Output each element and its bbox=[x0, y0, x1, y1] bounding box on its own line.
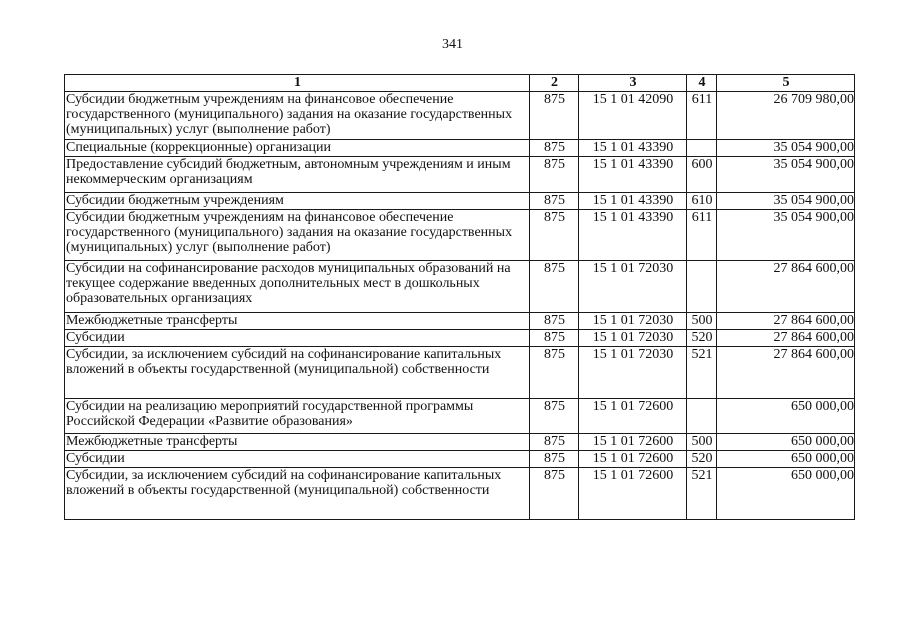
row-ministry-code: 875 bbox=[530, 157, 579, 193]
row-amount: 650 000,00 bbox=[717, 468, 855, 520]
row-target-code: 15 1 01 43390 bbox=[579, 140, 687, 157]
row-target-code: 15 1 01 43390 bbox=[579, 193, 687, 210]
row-target-code: 15 1 01 43390 bbox=[579, 157, 687, 193]
header-col-2: 2 bbox=[530, 75, 579, 92]
row-amount: 650 000,00 bbox=[717, 451, 855, 468]
row-expense-type: 521 bbox=[687, 468, 717, 520]
header-col-4: 4 bbox=[687, 75, 717, 92]
row-ministry-code: 875 bbox=[530, 92, 579, 140]
table-row bbox=[65, 451, 855, 468]
table-row bbox=[65, 210, 855, 261]
row-name: Межбюджетные трансферты bbox=[65, 313, 530, 330]
row-target-code: 15 1 01 72030 bbox=[579, 313, 687, 330]
row-ministry-code: 875 bbox=[530, 468, 579, 520]
row-name: Субсидии бюджетным учреждениям bbox=[65, 193, 530, 210]
row-target-code: 15 1 01 72030 bbox=[579, 261, 687, 313]
page-number: 341 bbox=[442, 37, 463, 52]
row-ministry-code: 875 bbox=[530, 330, 579, 347]
row-name: Субсидии bbox=[65, 330, 530, 347]
row-amount: 27 864 600,00 bbox=[717, 313, 855, 330]
row-target-code: 15 1 01 72600 bbox=[579, 434, 687, 451]
row-name: Субсидии бюджетным учреждениям на финансовое обеспечение государственного (муниципального) задания на оказание государственных (муниципальных) услуг (выполнение работ) bbox=[65, 210, 530, 261]
table-row bbox=[65, 261, 855, 313]
row-name: Субсидии, за исключением субсидий на софинансирование капитальных вложений в объекты государственной (муниципальной) собственности bbox=[65, 468, 530, 520]
row-amount: 27 864 600,00 bbox=[717, 347, 855, 399]
row-ministry-code: 875 bbox=[530, 399, 579, 434]
row-amount: 650 000,00 bbox=[717, 399, 855, 434]
table-body bbox=[65, 92, 855, 520]
table-row bbox=[65, 434, 855, 451]
table-row bbox=[65, 347, 855, 399]
table-row bbox=[65, 313, 855, 330]
row-ministry-code: 875 bbox=[530, 347, 579, 399]
table-row bbox=[65, 330, 855, 347]
header-row bbox=[65, 75, 855, 92]
row-name: Специальные (коррекционные) организации bbox=[65, 140, 530, 157]
row-amount: 27 864 600,00 bbox=[717, 330, 855, 347]
row-expense-type: 500 bbox=[687, 313, 717, 330]
table-row bbox=[65, 193, 855, 210]
row-name: Субсидии на софинансирование расходов муниципальных образований на текущее содержание введенных дополнительных мест в дошкольных образовательных организациях bbox=[65, 261, 530, 313]
row-expense-type: 611 bbox=[687, 92, 717, 140]
row-ministry-code: 875 bbox=[530, 210, 579, 261]
row-name: Межбюджетные трансферты bbox=[65, 434, 530, 451]
row-expense-type bbox=[687, 399, 717, 434]
row-amount: 35 054 900,00 bbox=[717, 157, 855, 193]
header-col-1: 1 bbox=[65, 75, 530, 92]
row-target-code: 15 1 01 72600 bbox=[579, 451, 687, 468]
row-expense-type bbox=[687, 261, 717, 313]
row-amount: 27 864 600,00 bbox=[717, 261, 855, 313]
row-expense-type: 611 bbox=[687, 210, 717, 261]
table-row bbox=[65, 140, 855, 157]
row-ministry-code: 875 bbox=[530, 261, 579, 313]
row-target-code: 15 1 01 72030 bbox=[579, 330, 687, 347]
header-col-5: 5 bbox=[717, 75, 855, 92]
row-target-code: 15 1 01 72600 bbox=[579, 399, 687, 434]
row-ministry-code: 875 bbox=[530, 140, 579, 157]
row-ministry-code: 875 bbox=[530, 451, 579, 468]
row-amount: 26 709 980,00 bbox=[717, 92, 855, 140]
row-name: Субсидии, за исключением субсидий на софинансирование капитальных вложений в объекты государственной (муниципальной) собственности bbox=[65, 347, 530, 399]
row-name: Субсидии бюджетным учреждениям на финансовое обеспечение государственного (муниципального) задания на оказание государственных (муниципальных) услуг (выполнение работ) bbox=[65, 92, 530, 140]
row-name: Предоставление субсидий бюджетным, автономным учреждениям и иным некоммерческим организациям bbox=[65, 157, 530, 193]
row-target-code: 15 1 01 72030 bbox=[579, 347, 687, 399]
row-target-code: 15 1 01 43390 bbox=[579, 210, 687, 261]
row-expense-type: 600 bbox=[687, 157, 717, 193]
row-ministry-code: 875 bbox=[530, 434, 579, 451]
table-row bbox=[65, 157, 855, 193]
row-amount: 35 054 900,00 bbox=[717, 140, 855, 157]
row-expense-type: 520 bbox=[687, 451, 717, 468]
row-amount: 650 000,00 bbox=[717, 434, 855, 451]
table-row bbox=[65, 399, 855, 434]
row-name: Субсидии на реализацию мероприятий государственной программы Российской Федерации «Развитие образования» bbox=[65, 399, 530, 434]
row-expense-type: 500 bbox=[687, 434, 717, 451]
row-amount: 35 054 900,00 bbox=[717, 193, 855, 210]
row-target-code: 15 1 01 42090 bbox=[579, 92, 687, 140]
row-ministry-code: 875 bbox=[530, 313, 579, 330]
row-expense-type: 520 bbox=[687, 330, 717, 347]
header-col-3: 3 bbox=[579, 75, 687, 92]
table-row bbox=[65, 92, 855, 140]
row-target-code: 15 1 01 72600 bbox=[579, 468, 687, 520]
table-header bbox=[65, 75, 855, 92]
table-row bbox=[65, 468, 855, 520]
row-ministry-code: 875 bbox=[530, 193, 579, 210]
row-name: Субсидии bbox=[65, 451, 530, 468]
row-expense-type: 521 bbox=[687, 347, 717, 399]
row-expense-type bbox=[687, 140, 717, 157]
row-amount: 35 054 900,00 bbox=[717, 210, 855, 261]
budget-table bbox=[64, 74, 855, 520]
row-expense-type: 610 bbox=[687, 193, 717, 210]
